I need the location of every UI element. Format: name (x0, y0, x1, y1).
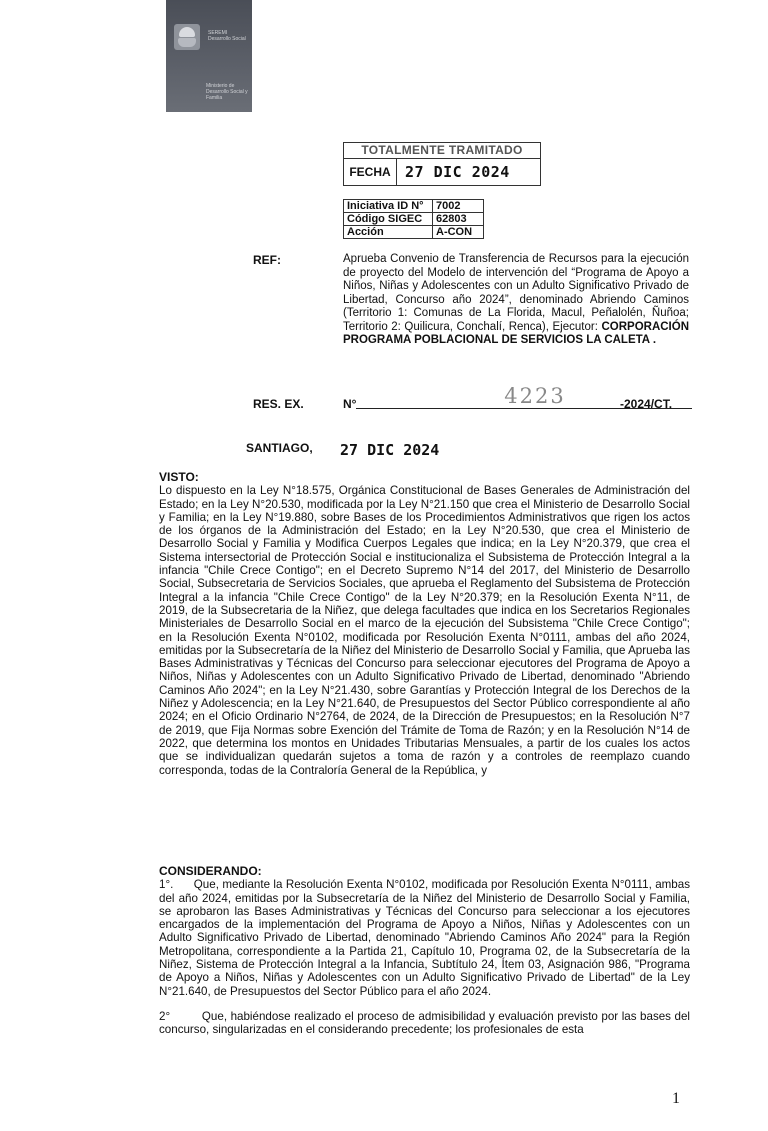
id-table-row (344, 213, 484, 226)
status-stamp (343, 142, 541, 186)
considerando-section (159, 865, 690, 1037)
id-table-row (344, 226, 484, 239)
ref-body: Aprueba Convenio de Transferencia de Recursos para la ejecución de proyecto del Modelo de intervención del “Programa de Apoyo a Niños, Niñas y Adolescentes con un Adulto Significativo Privado de Libertad, Concurso año 2024”, denominado Abriendo Caminos (Territorio 1: Comunas de La Florida, Macul, Peñalolén, Ñuñoa; Territorio 2: Quilicura, Conchalí, Renca), Ejecutor: (343, 253, 689, 333)
logo-bottom-text: Ministerio de Desarrollo Social y Familia (206, 83, 248, 101)
id-table-row (344, 200, 484, 213)
stamped-date: 27 DIC 2024 (340, 441, 440, 459)
place-label: SANTIAGO, (246, 441, 313, 455)
id-key: Iniciativa ID N° (344, 200, 433, 213)
ref-executor: CORPORACIÓN PROGRAMA POBLACIONAL DE SERVICIOS LA CALETA . (343, 320, 689, 346)
res-number-prefix: N° (343, 397, 357, 411)
id-key: Código SIGEC (344, 213, 433, 226)
id-key: Acción (344, 226, 433, 239)
res-number: 4223 (504, 384, 566, 408)
coat-of-arms-icon (174, 24, 200, 50)
logo-top-text: SEREMI Desarrollo Social (208, 30, 246, 42)
visto-text: Lo dispuesto en la Ley N°18.575, Orgánica Constitucional de Bases Generales de Administración del Estado; en la Ley N°20.530, modificada por la Ley N°21.150 que crea el Ministerio de Desarrollo Social y Familia; en la Ley N°19.880, sobre Bases de los Procedimientos Administrativos que rigen los actos de los órganos de la Administración del Estado; en la Ley N°20.530, que crea el Ministerio de Desarrollo Social y Familia y Modifica Cuerpos Legales que indica; en la Ley N°20.379, que crea el Sistema intersectorial de Protección Social e institucionaliza el Subsistema de Protección Integral a la infancia "Chile Crece Contigo"; en el Decreto Supremo N°14 del 2017, del Ministerio de Desarrollo Social, Subsecretaria de Servicios Sociales, que aprueba el Reglamento del Subsistema de Protección Integral a la infancia "Chile Crece Contigo" de la Ley N°20.379; en la Resolución Exenta N°11, de 2019, de la Subsecretaria de la Niñez, que delega facultades que indica en los Secretarios Regionales Ministeriales de Desarrollo Social en el marco de la ejecución del Subsistema "Chile Crece Contigo"; en la Resolución Exenta N°0102, modificada por Resolución Exenta N°0111, ambas del año 2024, emitidas por la Subsecretaría de la Niñez del Ministerio de Desarrollo Social y Familia, que Aprueba las Bases Administrativas y Técnicas del Concurso para seleccionar ejecutores del Programa de Apoyo a Niños, Niñas y Adolescentes con un Adulto Significativo Privado de Libertad, denominado "Abriendo Caminos Año 2024"; en la Ley N°21.430, sobre Garantías y Protección Integral de los Derechos de la Niñez y Adolescencia; en la Ley N°21.640, de Presupuestos del Sector Público correspondiente al año 2024; en el Oficio Ordinario N°2764, de 2024, de la Dirección de Presupuestos; en la Resolución N°7 de 2019, que Fija Normas sobre Exención del Trámite de Toma de Razón; y en la Resolución N°14 de 2022, que determina los montos en Unidades Tributarias Mensuales, a partir de los cuales los actos que se individualizan quedarán sujetos a toma de razón y a controles de reemplazo cuando corresponda, todas de la Contraloría General de la República, y (159, 484, 690, 777)
considerando-title: CONSIDERANDO: (159, 864, 262, 878)
id-value: 62803 (433, 213, 484, 226)
considerando-text: Que, habiéndose realizado el proceso de admisibilidad y evaluación previsto por las bases del concurso, singularizadas en el considerando precedente; los profesionales de esta (159, 1009, 690, 1037)
ref-text (343, 253, 689, 348)
page-number: 1 (672, 1090, 680, 1107)
considerando-num: 1°. (159, 878, 174, 892)
ref-label: REF: (253, 253, 281, 267)
visto-section (159, 471, 690, 777)
considerando-item (159, 878, 690, 998)
id-value: A-CON (433, 226, 484, 239)
fecha-value: 27 DIC 2024 (405, 163, 510, 181)
considerando-text: Que, mediante la Resolución Exenta N°0102, modificada por Resolución Exenta N°0111, ambas del año 2024, emitidas por la Subsecretaría de la Niñez del Ministerio de Desarrollo Social y Familia, se aprobaron las Bases Administrativas y Técnicas del Concurso para seleccionar a los ejecutores encargados de la implementación del Programa de Apoyo a Niños, Niñas y Adolescentes con un Adulto Significativo Privado de Libertad, denominado "Abriendo Caminos Año 2024" para la Región Metropolitana, correspondiente a la Partida 21, Capítulo 10, Programa 02, de la Subsecretaría de la Niñez, Sistema de Protección Integral a la Infancia, Subtítulo 24, Ítem 03, Asignación 986, "Programa de Apoyo a Niños, Niñas y Adolescentes con un Adulto Significativo Privado de Libertad" de la Ley N°21.640, de Presupuestos del Sector Público para el año 2024. (159, 878, 690, 998)
ministry-logo (166, 0, 252, 112)
visto-title: VISTO: (159, 470, 199, 484)
status-stamp-title: TOTALMENTE TRAMITADO (344, 143, 540, 159)
id-value: 7002 (433, 200, 484, 213)
res-ex-label: RES. EX. (253, 397, 304, 411)
id-table (343, 199, 484, 239)
considerando-num: 2° (159, 1009, 171, 1023)
res-suffix: -2024/CT. (620, 397, 673, 411)
fecha-label: FECHA (344, 159, 397, 185)
considerando-item (159, 1010, 690, 1037)
